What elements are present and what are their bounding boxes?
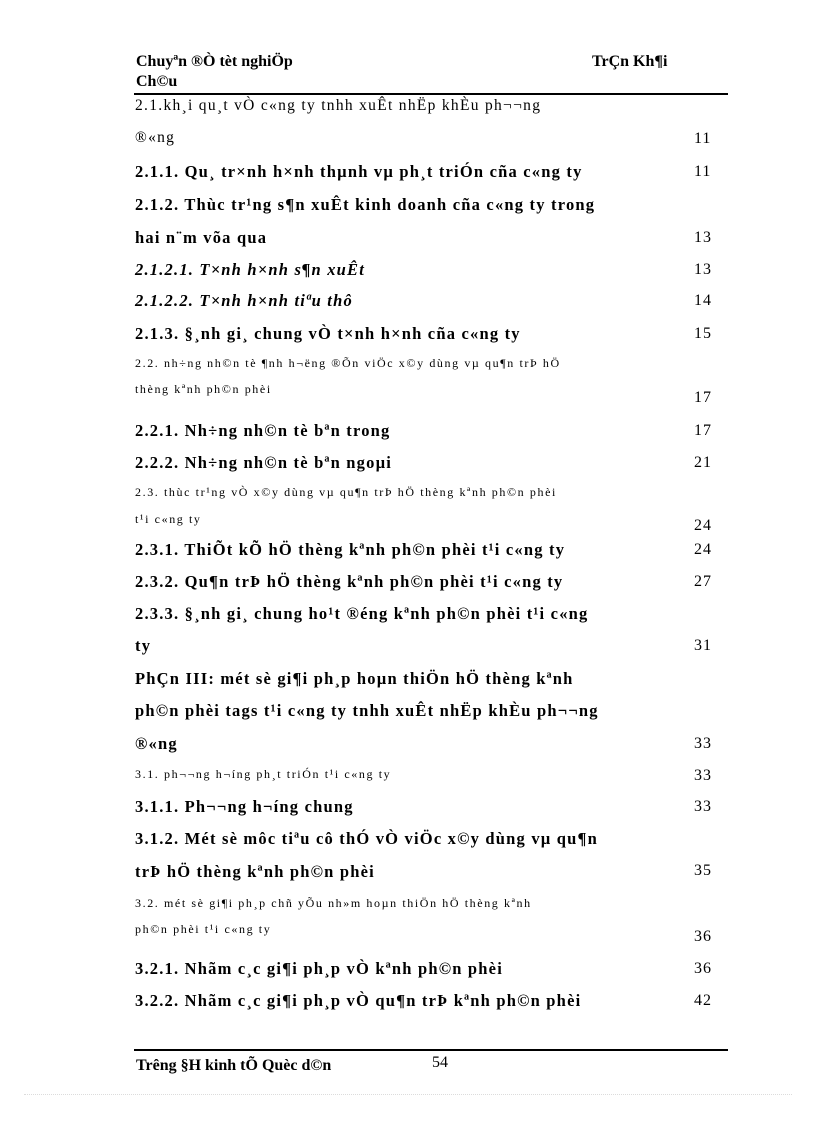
toc-page-number: 13 [694,261,712,278]
footer-page-number: 54 [432,1054,448,1071]
header-author: TrÇn Kh¶i [592,53,668,70]
toc-page-number: 14 [694,292,712,309]
toc-page-number: 21 [694,454,712,471]
toc-line: 3.2.2. Nhãm c¸c gi¶i ph¸p vÒ qu¶n trÞ kªnh ph©n phèi [135,991,582,1010]
toc-page-number: 35 [694,862,712,879]
toc-page-number: 36 [694,928,712,945]
toc-line: 2.1.2.1. T×nh h×nh s¶n xuÊt [135,260,366,279]
header-left-line1: Chuyªn ®Ò tèt nghiÖp [136,53,293,70]
page-bottom-edge [24,1094,792,1095]
toc-page-number: 36 [694,960,712,977]
toc-page-number: 24 [694,517,712,534]
toc-line: t¹i c«ng ty [135,512,202,526]
toc-line: ®«ng [135,734,178,753]
toc-line: trÞ hÖ thèng kªnh ph©n phèi [135,862,375,881]
toc-line: ®«ng [135,129,176,146]
toc-page-number: 33 [694,767,712,784]
toc-page-number: 11 [694,130,712,147]
toc-page-number: 33 [694,735,712,752]
toc-line: 2.1.3. §¸nh gi¸ chung vÒ t×nh h×nh cña c«ng ty [135,324,521,343]
toc-page-number: 17 [694,422,712,439]
toc-line: 2.2. nh÷ng nh©n tè ¶nh h¬ëng ®Õn viÖc x©y dùng vµ qu¶n trÞ hÖ [135,356,561,370]
toc-line: thèng kªnh ph©n phèi [135,382,272,396]
toc-line: 3.2.1. Nhãm c¸c gi¶i ph¸p vÒ kªnh ph©n phèi [135,959,503,978]
toc-line: ty [135,636,152,655]
toc-page-number: 11 [694,163,712,180]
toc-page-number: 31 [694,637,712,654]
toc-line: 2.1.2. Thùc tr¹ng s¶n xuÊt kinh doanh cña c«ng ty trong [135,195,596,214]
footer-school: Trêng §H kinh tÕ Quèc d©n [136,1057,332,1074]
toc-line: 3.2. mét sè gi¶i ph¸p chñ yÕu nh»m hoµn thiÖn hÖ thèng kªnh [135,896,532,910]
toc-line: 2.3.2. Qu¶n trÞ hÖ thèng kªnh ph©n phèi t¹i c«ng ty [135,572,564,591]
header-left-line2: Ch©u [136,73,178,90]
toc-page-number: 42 [694,992,712,1009]
toc-line: PhÇn III: mét sè gi¶i ph¸p hoµn thiÖn hÖ thèng kªnh [135,669,574,688]
toc-page-number: 15 [694,325,712,342]
toc-line: ph©n phèi t¹i c«ng ty [135,922,272,936]
toc-line: 2.1.1. Qu¸ tr×nh h×nh thµnh vµ ph¸t triÓn cña c«ng ty [135,162,583,181]
header-rule [134,93,728,95]
toc-line: 2.3.3. §¸nh gi¸ chung ho¹t ®éng kªnh ph©n phèi t¹i c«ng [135,604,589,623]
toc-page-number: 13 [694,229,712,246]
toc-line: hai n¨m võa qua [135,228,268,247]
toc-line: 2.3. thùc tr¹ng vÒ x©y dùng vµ qu¶n trÞ hÖ thèng kªnh ph©n phèi [135,485,557,499]
toc-line: 3.1.1. Ph¬¬ng h¬íng chung [135,797,354,816]
toc-line: 3.1. ph¬¬ng h¬íng ph¸t triÓn t¹i c«ng ty [135,767,392,781]
toc-page-number: 33 [694,798,712,815]
toc-line: 2.1.kh¸i qu¸t vÒ c«ng ty tnhh xuÊt nhËp khÈu ph¬¬ng [135,97,542,114]
footer-rule [134,1049,728,1051]
toc-line: 2.1.2.2. T×nh h×nh tiªu thô [135,291,353,310]
header-left [136,52,293,92]
toc-page-number: 24 [694,541,712,558]
toc-page-number: 17 [694,389,712,406]
toc-line: 2.2.1. Nh÷ng nh©n tè bªn trong [135,421,391,440]
toc-page-number: 27 [694,573,712,590]
toc-line: 3.1.2. Mét sè môc tiªu cô thÓ vÒ viÖc x©y dùng vµ qu¶n [135,829,599,848]
toc-line: 2.3.1. ThiÕt kÕ hÖ thèng kªnh ph©n phèi t¹i c«ng ty [135,540,566,559]
toc-line: ph©n phèi tags t¹i c«ng ty tnhh xuÊt nhËp khÈu ph¬¬ng [135,701,599,720]
toc-line: 2.2.2. Nh÷ng nh©n tè bªn ngoµi [135,453,393,472]
